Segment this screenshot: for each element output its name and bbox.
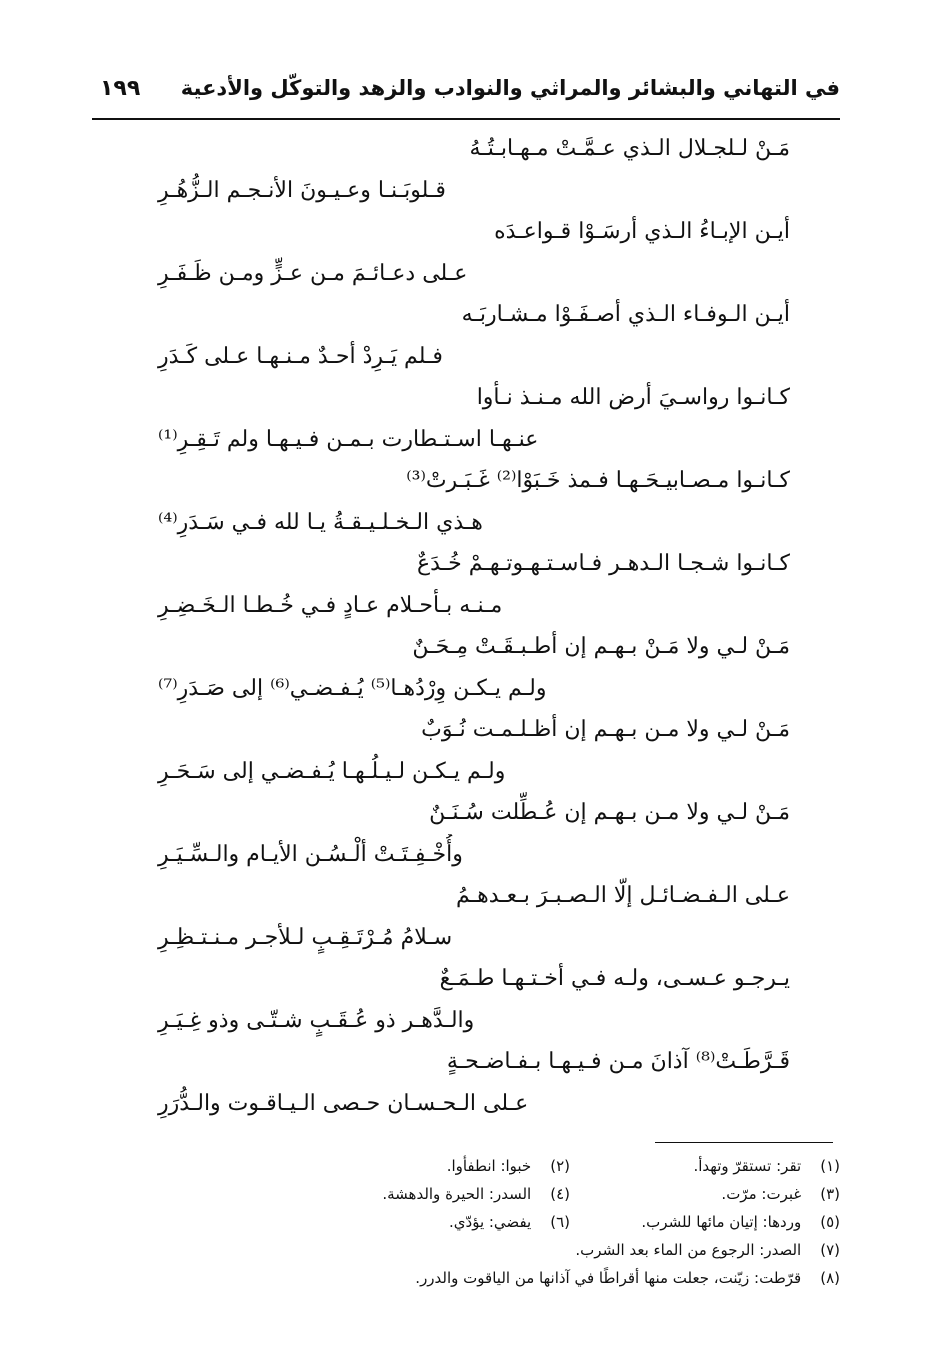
running-title: في التهاني والبشائر والمراثي والنوادب والزهد والتوكّل والأدعية — [180, 76, 840, 100]
footnote-number: (٥) — [820, 1213, 840, 1231]
verse-second-hemistich: سـلامُ مُـرْتَـقِـبٍ لـلأجـر مـنـتـظِـرِ — [158, 924, 453, 950]
verse-first-hemistich: كـانـوا مـصـابيـحَـهـا فـمذ خَـبَوْا⁽²⁾ غَـبَـرتْ⁽³⁾ — [406, 468, 790, 493]
verse-second-hemistich: قـلوبَـنـا وعـيـونَ الأنـجـم الـزُّهُـرِ — [158, 177, 446, 203]
footnote-number: (١) — [820, 1157, 840, 1175]
verse-second-hemistich: عـلى دعـائـمَ مـن عـزٍّ ومـن ظَـفَـرِ — [158, 260, 468, 286]
footnote-text: وردها: إتيان مائها للشرب. — [641, 1213, 802, 1231]
footnote — [570, 1208, 840, 1236]
page-number: ١٩٩ — [100, 76, 141, 101]
footnote-text: خبوا: انطفأوا. — [446, 1157, 532, 1175]
verse-first-hemistich: مَـنْ لـي ولا مـن بـهـم إن عُـطِّلت سُـنَـنٌ — [429, 800, 790, 825]
footnote-number: (٢) — [550, 1157, 570, 1175]
verse-second-hemistich: ولـم يـكـن لـيـلُـهـا يُـفـضـي إلى سَـحَـرِ — [158, 758, 506, 784]
footnote-text: قرّطت: زيّنت، جعلت منها أقراطًا في آذانها من الياقوت والدرر. — [415, 1269, 802, 1287]
footnote-row — [300, 1180, 840, 1208]
footnote — [300, 1152, 570, 1180]
footnote-text: الصدر: الرجوع من الماء بعد الشرب. — [575, 1241, 802, 1259]
verse-first-hemistich: مَـنْ لـي ولا مـن بـهـم إن أظـلـمـت نُـوَبٌ — [421, 717, 790, 742]
verse-first-hemistich: أيـن الإبـاءُ الـذي أرسَـوْا قـواعـدَه — [494, 219, 790, 244]
verse-first-hemistich: أيـن الـوفـاء الـذي أصـفَـوْا مـشـاربَـه — [461, 302, 790, 327]
verse-second-hemistich: فـلم يَـرِدْ أحـدٌ مـنـهـا عـلى كَـدَرِ — [158, 343, 443, 369]
footnote-row — [300, 1208, 840, 1236]
footnote-divider — [655, 1142, 833, 1143]
verse-first-hemistich: قَـرَّطَـتْ⁽⁸⁾ آذانَ مـن فـيـهـا بـفـاضـحـةٍ — [446, 1049, 790, 1074]
footnote-number: (٦) — [550, 1213, 570, 1231]
footnote — [300, 1208, 570, 1236]
verse-first-hemistich: يـرجـو عـسـى، ولـه فـي أخـتـهـا طـمَـعٌ — [439, 966, 790, 991]
page-header — [92, 70, 840, 120]
footnote-number: (٣) — [820, 1185, 840, 1203]
footnote-number: (٨) — [820, 1269, 840, 1287]
footnote — [300, 1236, 840, 1264]
footnote-row — [300, 1236, 840, 1264]
footnote-row — [300, 1152, 840, 1180]
verse-first-hemistich: عـلى الـفـضـائـل إلّا الـصـبـرَ بـعـدهـمُ — [456, 883, 790, 908]
verse-first-hemistich: مَـنْ لـي ولا مَـنْ بـهـم إن أطـبـقَـتْ مِـحَـنٌ — [412, 634, 790, 659]
verse-second-hemistich: وأُخْـفِـتَـتْ ألْـسُـن الأيـام والـسِّـيَـرِ — [158, 841, 463, 867]
footnote-number: (٤) — [550, 1185, 570, 1203]
verse-second-hemistich: مـنـه بـأحـلام عـادٍ فـي خُـطـا الـخَـضِـرِ — [158, 592, 503, 618]
footnote — [570, 1152, 840, 1180]
verse-second-hemistich: عنـهـا اسـتـطارت بـمـن فـيـهـا ولم تَـقِـرِ⁽¹⁾ — [158, 426, 539, 452]
footnote-text: يفضي: يؤدّي. — [449, 1213, 532, 1231]
footnote — [300, 1264, 840, 1292]
poem — [150, 128, 790, 1124]
verse-second-hemistich: والـدَّهـر ذو عُـقَـبٍ شـتّـى وذو غِـيَـرِ — [158, 1007, 475, 1033]
footnotes — [300, 1152, 840, 1292]
footnote-number: (٧) — [820, 1241, 840, 1259]
footnote — [570, 1180, 840, 1208]
verse-first-hemistich: كـانـوا شـجـا الـدهـر فـاسـتـهـوتـهـمْ خُـدَعٌ — [417, 551, 790, 576]
verse-first-hemistich: كـانـوا رواسـيَ أرض الله مـنـذ نـأوا — [476, 385, 790, 410]
verse-second-hemistich: ولـم يـكـن وِرْدُهـا⁽⁵⁾ يُـفـضـي⁽⁶⁾ إلى صَـدَرِ⁽⁷⁾ — [158, 675, 547, 701]
footnote-row — [300, 1264, 840, 1292]
verse-second-hemistich: هـذي الـخـلـيـقـةُ يـا لله فـي سَـدَرِ⁽⁴⁾ — [158, 509, 483, 535]
footnote-text: السدر: الحيرة والدهشة. — [382, 1185, 532, 1203]
footnote-text: غبرت: مرّت. — [721, 1185, 802, 1203]
footnote-text: تقر: تستقرّ وتهدأ. — [693, 1157, 802, 1175]
verse-first-hemistich: مَـنْ لـلجـلال الـذي عـمَّـتْ مـهـابـتُـهُ — [469, 136, 790, 161]
header-divider — [92, 118, 840, 120]
footnote — [300, 1180, 570, 1208]
verse-second-hemistich: عـلى الـحـسـان حـصى الـيـاقـوت والـدُّرَرِ — [158, 1090, 529, 1116]
